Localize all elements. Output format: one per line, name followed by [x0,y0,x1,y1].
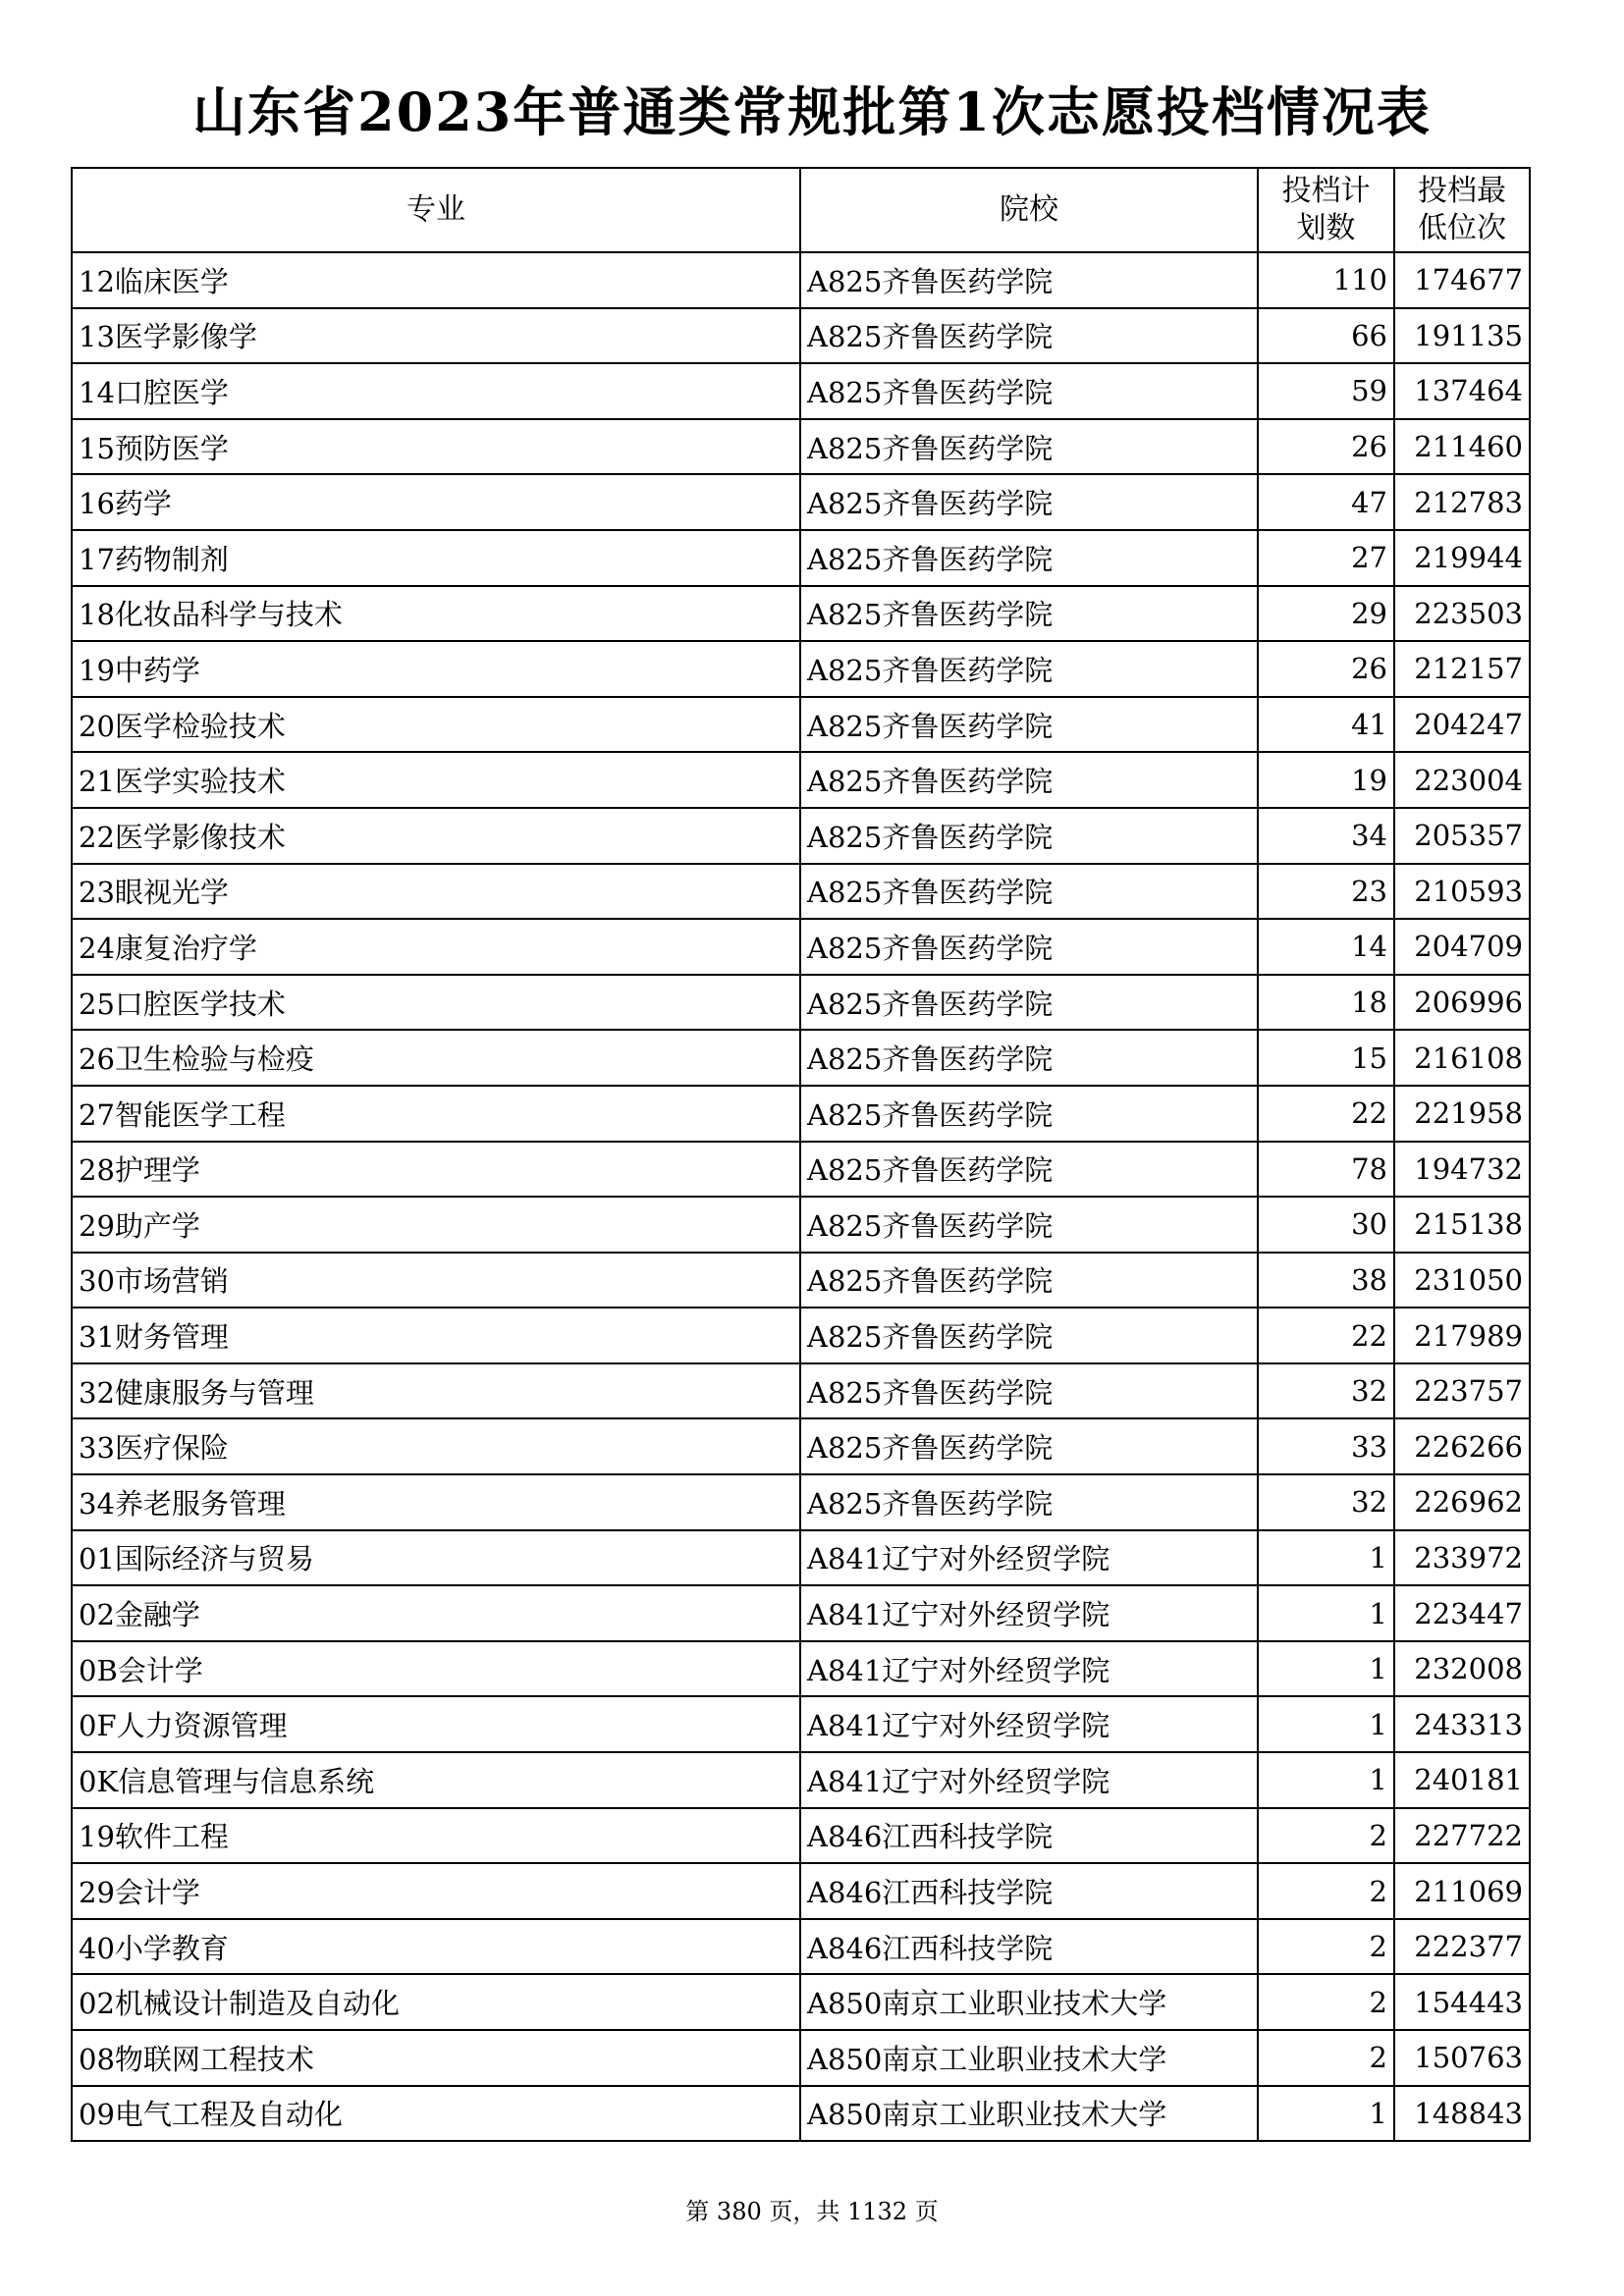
table-row [72,641,1530,697]
table-row [72,252,1530,308]
cell-plan: 29 [1258,586,1394,642]
cell-rank: 216108 [1394,1030,1530,1086]
cell-school: A825齐鲁医药学院 [800,1363,1258,1419]
table-row [72,474,1530,530]
cell-plan: 33 [1258,1418,1394,1474]
cell-major: 22医学影像技术 [72,808,800,864]
cell-major: 28护理学 [72,1142,800,1198]
header-major: 专业 [72,168,800,252]
table-row [72,2030,1530,2086]
cell-major: 30市场营销 [72,1253,800,1308]
cell-school: A825齐鲁医药学院 [800,1197,1258,1253]
table-row [72,1919,1530,1975]
cell-major: 23眼视光学 [72,864,800,920]
cell-major: 17药物制剂 [72,530,800,586]
table-row [72,363,1530,419]
table-row [72,1752,1530,1808]
cell-major: 15预防医学 [72,419,800,475]
cell-rank: 212783 [1394,474,1530,530]
cell-rank: 219944 [1394,530,1530,586]
admission-table [71,167,1531,2142]
cell-major: 27智能医学工程 [72,1086,800,1142]
cell-rank: 223447 [1394,1585,1530,1641]
table-row [72,1641,1530,1697]
cell-school: A841辽宁对外经贸学院 [800,1641,1258,1697]
cell-rank: 232008 [1394,1641,1530,1697]
table-row [72,308,1530,364]
cell-major: 13医学影像学 [72,308,800,364]
cell-school: A825齐鲁医药学院 [800,586,1258,642]
table-row [72,1308,1530,1363]
cell-school: A825齐鲁医药学院 [800,1253,1258,1308]
header-plan [1258,168,1394,252]
table-row [72,419,1530,475]
cell-school: A825齐鲁医药学院 [800,1030,1258,1086]
cell-plan: 2 [1258,2030,1394,2086]
cell-rank: 210593 [1394,864,1530,920]
cell-school: A841辽宁对外经贸学院 [800,1530,1258,1586]
cell-plan: 38 [1258,1253,1394,1308]
table-row [72,1030,1530,1086]
cell-school: A825齐鲁医药学院 [800,474,1258,530]
cell-school: A850南京工业职业技术大学 [800,1974,1258,2030]
table-row [72,530,1530,586]
cell-school: A825齐鲁医药学院 [800,419,1258,475]
cell-major: 29会计学 [72,1863,800,1919]
cell-school: A825齐鲁医药学院 [800,697,1258,753]
table-row [72,2086,1530,2142]
page-footer: 第 380 页，共 1132 页 [685,2198,939,2225]
cell-school: A841辽宁对外经贸学院 [800,1585,1258,1641]
header-school: 院校 [800,168,1258,252]
cell-school: A825齐鲁医药学院 [800,1086,1258,1142]
cell-plan: 59 [1258,363,1394,419]
cell-major: 24康复治疗学 [72,919,800,975]
cell-plan: 66 [1258,308,1394,364]
cell-rank: 174677 [1394,252,1530,308]
table-row [72,1253,1530,1308]
cell-rank: 211460 [1394,419,1530,475]
cell-rank: 243313 [1394,1696,1530,1752]
cell-school: A825齐鲁医药学院 [800,1308,1258,1363]
cell-school: A825齐鲁医药学院 [800,1142,1258,1198]
cell-rank: 215138 [1394,1197,1530,1253]
cell-major: 0F人力资源管理 [72,1696,800,1752]
table-row [72,1086,1530,1142]
table-row [72,586,1530,642]
cell-rank: 233972 [1394,1530,1530,1586]
cell-school: A825齐鲁医药学院 [800,808,1258,864]
cell-rank: 227722 [1394,1808,1530,1864]
cell-school: A846江西科技学院 [800,1863,1258,1919]
cell-plan: 1 [1258,1585,1394,1641]
cell-major: 19中药学 [72,641,800,697]
header-row [72,168,1530,252]
cell-plan: 27 [1258,530,1394,586]
cell-rank: 226266 [1394,1418,1530,1474]
cell-rank: 212157 [1394,641,1530,697]
cell-rank: 223503 [1394,586,1530,642]
cell-major: 14口腔医学 [72,363,800,419]
cell-plan: 26 [1258,419,1394,475]
cell-rank: 204247 [1394,697,1530,753]
cell-major: 0B会计学 [72,1641,800,1697]
cell-major: 20医学检验技术 [72,697,800,753]
cell-rank: 206996 [1394,975,1530,1031]
cell-plan: 2 [1258,1974,1394,2030]
cell-school: A825齐鲁医药学院 [800,1474,1258,1530]
table-row [72,1363,1530,1419]
cell-school: A825齐鲁医药学院 [800,308,1258,364]
table-row [72,1808,1530,1864]
cell-school: A825齐鲁医药学院 [800,864,1258,920]
cell-plan: 32 [1258,1474,1394,1530]
table-row [72,919,1530,975]
cell-rank: 191135 [1394,308,1530,364]
cell-plan: 14 [1258,919,1394,975]
cell-plan: 47 [1258,474,1394,530]
table-row [72,752,1530,808]
cell-major: 40小学教育 [72,1919,800,1975]
table-row [72,1474,1530,1530]
cell-rank: 204709 [1394,919,1530,975]
cell-plan: 41 [1258,697,1394,753]
cell-plan: 26 [1258,641,1394,697]
cell-major: 18化妆品科学与技术 [72,586,800,642]
cell-rank: 205357 [1394,808,1530,864]
cell-school: A825齐鲁医药学院 [800,1418,1258,1474]
cell-plan: 32 [1258,1363,1394,1419]
cell-school: A850南京工业职业技术大学 [800,2030,1258,2086]
cell-plan: 1 [1258,1530,1394,1586]
cell-school: A825齐鲁医药学院 [800,919,1258,975]
cell-rank: 150763 [1394,2030,1530,2086]
cell-rank: 211069 [1394,1863,1530,1919]
cell-school: A846江西科技学院 [800,1919,1258,1975]
cell-plan: 1 [1258,1752,1394,1808]
cell-school: A841辽宁对外经贸学院 [800,1696,1258,1752]
cell-plan: 1 [1258,1641,1394,1697]
cell-school: A841辽宁对外经贸学院 [800,1752,1258,1808]
table-row [72,1530,1530,1586]
cell-major: 29助产学 [72,1197,800,1253]
table-row [72,1197,1530,1253]
cell-major: 08物联网工程技术 [72,2030,800,2086]
cell-rank: 226962 [1394,1474,1530,1530]
cell-plan: 18 [1258,975,1394,1031]
cell-school: A846江西科技学院 [800,1808,1258,1864]
cell-rank: 222377 [1394,1919,1530,1975]
header-rank [1394,168,1530,252]
table-row [72,1418,1530,1474]
cell-major: 34养老服务管理 [72,1474,800,1530]
cell-plan: 1 [1258,2086,1394,2142]
cell-plan: 2 [1258,1863,1394,1919]
cell-school: A825齐鲁医药学院 [800,752,1258,808]
cell-rank: 221958 [1394,1086,1530,1142]
cell-rank: 223004 [1394,752,1530,808]
cell-school: A850南京工业职业技术大学 [800,2086,1258,2142]
cell-rank: 137464 [1394,363,1530,419]
cell-school: A825齐鲁医药学院 [800,530,1258,586]
cell-major: 25口腔医学技术 [72,975,800,1031]
cell-major: 33医疗保险 [72,1418,800,1474]
cell-rank: 194732 [1394,1142,1530,1198]
table-row [72,1863,1530,1919]
cell-plan: 19 [1258,752,1394,808]
cell-school: A825齐鲁医药学院 [800,252,1258,308]
table-row [72,1585,1530,1641]
header-plan-label: 投档计划数 [1281,174,1371,245]
cell-plan: 15 [1258,1030,1394,1086]
cell-school: A825齐鲁医药学院 [800,363,1258,419]
cell-plan: 78 [1258,1142,1394,1198]
table-row [72,808,1530,864]
cell-rank: 223757 [1394,1363,1530,1419]
page-title: 山东省2023年普通类常规批第1次志愿投档情况表 [192,80,1432,143]
cell-plan: 110 [1258,252,1394,308]
table-row [72,1142,1530,1198]
table-row [72,975,1530,1031]
table-row [72,697,1530,753]
cell-school: A825齐鲁医药学院 [800,641,1258,697]
cell-major: 26卫生检验与检疫 [72,1030,800,1086]
table-row [72,1974,1530,2030]
cell-rank: 240181 [1394,1752,1530,1808]
cell-rank: 148843 [1394,2086,1530,2142]
cell-major: 0K信息管理与信息系统 [72,1752,800,1808]
cell-plan: 2 [1258,1808,1394,1864]
cell-major: 02机械设计制造及自动化 [72,1974,800,2030]
cell-rank: 217989 [1394,1308,1530,1363]
cell-plan: 23 [1258,864,1394,920]
cell-major: 32健康服务与管理 [72,1363,800,1419]
cell-school: A825齐鲁医药学院 [800,975,1258,1031]
cell-major: 21医学实验技术 [72,752,800,808]
cell-plan: 2 [1258,1919,1394,1975]
cell-plan: 30 [1258,1197,1394,1253]
cell-major: 09电气工程及自动化 [72,2086,800,2142]
cell-major: 01国际经济与贸易 [72,1530,800,1586]
cell-major: 12临床医学 [72,252,800,308]
cell-major: 16药学 [72,474,800,530]
cell-plan: 22 [1258,1086,1394,1142]
header-rank-label: 投档最低位次 [1418,174,1506,245]
cell-rank: 154443 [1394,1974,1530,2030]
table-row [72,1696,1530,1752]
cell-major: 19软件工程 [72,1808,800,1864]
cell-major: 02金融学 [72,1585,800,1641]
cell-rank: 231050 [1394,1253,1530,1308]
cell-plan: 22 [1258,1308,1394,1363]
cell-major: 31财务管理 [72,1308,800,1363]
cell-plan: 34 [1258,808,1394,864]
table-row [72,864,1530,920]
cell-plan: 1 [1258,1696,1394,1752]
